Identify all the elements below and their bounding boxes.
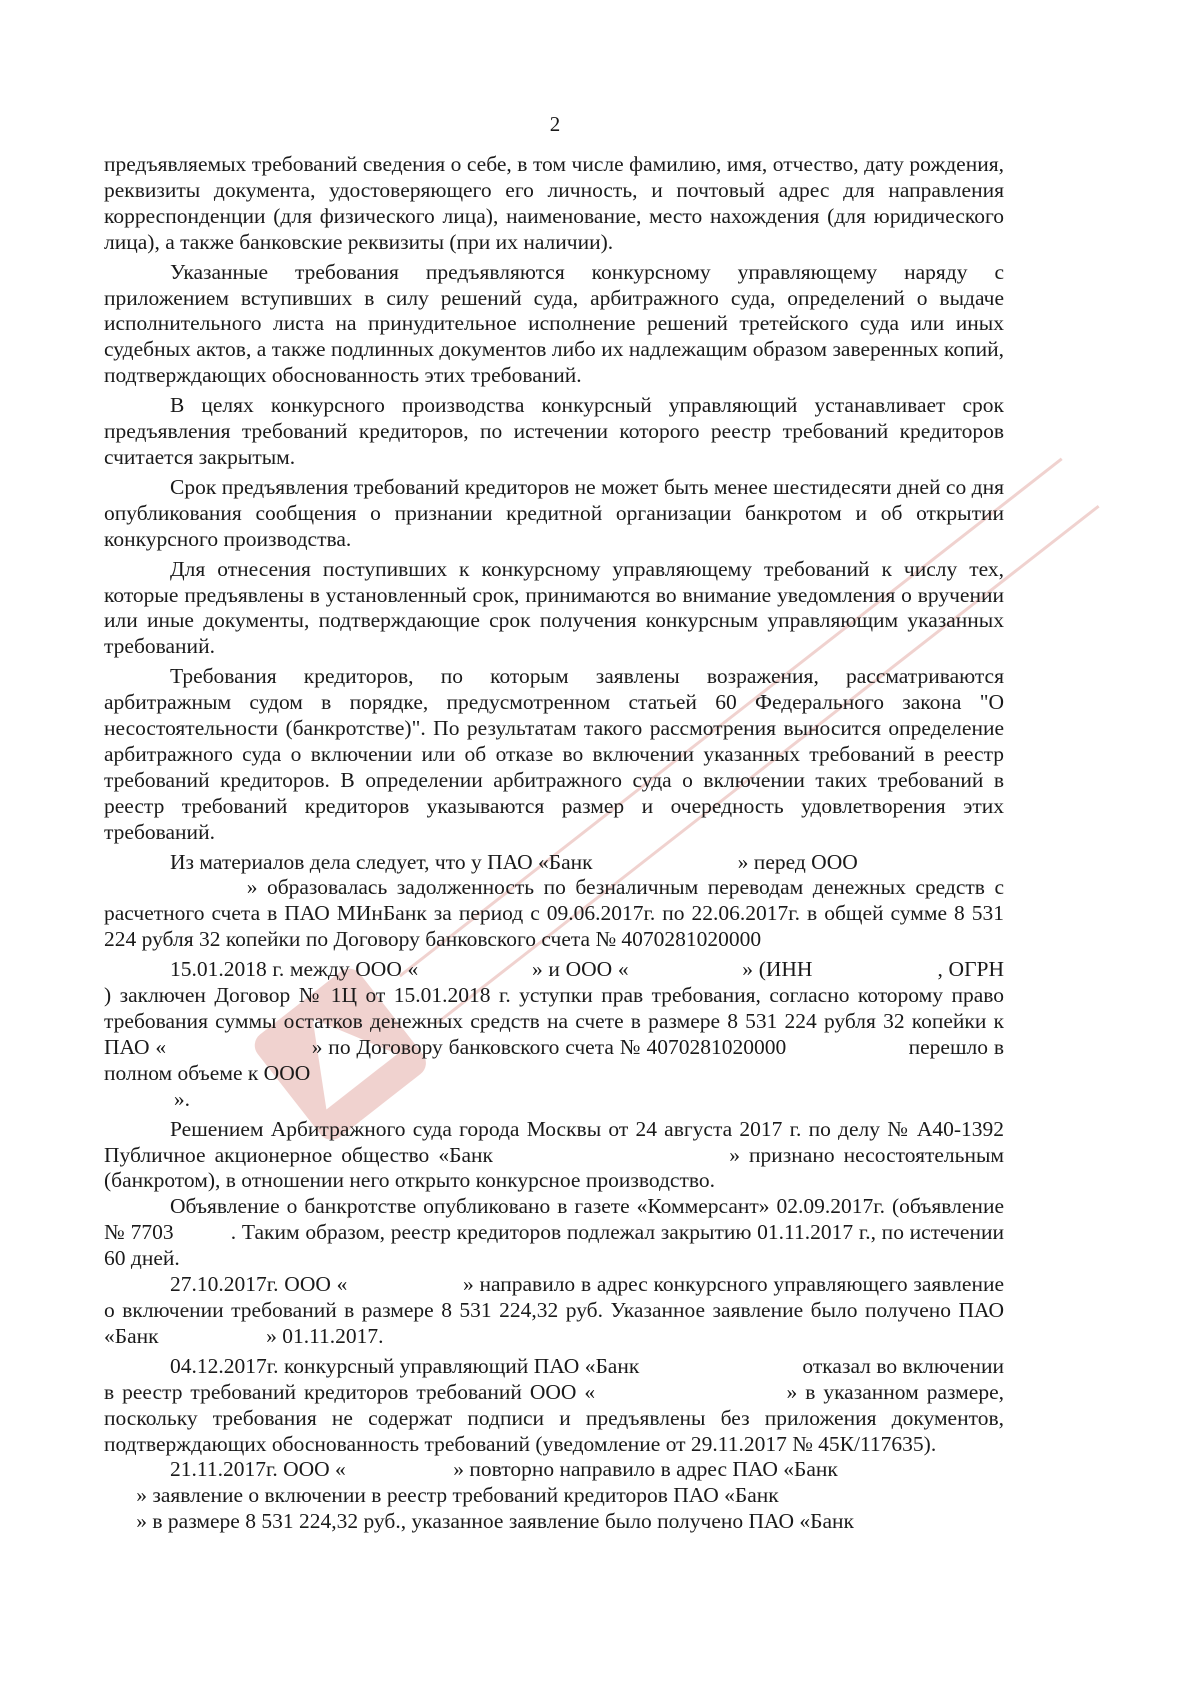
paragraph: Объявление о банкротстве опубликовано в газете «Коммерсант» 02.09.2017г. (объявление № 7703 . Таким образом, реестр кредиторов подлежал закрытию 01.11.2017 г., по истечении 60 дней.	[104, 1194, 1010, 1271]
paragraph: Решением Арбитражного суда города Москвы от 24 августа 2017 г. по делу № А40-1392 Публичное акционерное общество «Банк » признано несостоятельным (банкротом), в отношении него открыто конкурсное производство.	[104, 1116, 1139, 1193]
paragraph: 27.10.2017г. ООО « » направило в адрес конкурсного управляющего заявление о включении требований в размере 8 531 224,32 руб. Указанное заявление было получено ПАО «Банк » 01.11.2017.	[104, 1272, 1010, 1348]
paragraph: ».	[104, 1086, 190, 1111]
paragraph: 04.12.2017г. конкурсный управляющий ПАО «Банк отказал во включении в реестр требований кредиторов требований ООО « » в указанном размере, поскольку требования не содержат подписи и предъявлены без приложения документов, подтверждающих обоснованность требований (уведомление от 29.11.2017 № 45К/117635).	[104, 1353, 1010, 1456]
paragraph: Срок предъявления требований кредиторов не может быть менее шестидесяти дней со дня опубликования сообщения о признании кредитной организации банкротом и об открытии конкурсного производства.	[104, 474, 1004, 551]
paragraph: » в размере 8 531 224,32 руб., указанное заявление было получено ПАО «Банк	[104, 1509, 854, 1534]
paragraph: Для отнесения поступивших к конкурсному управляющему требований к числу тех, которые предъявлены в установленный срок, принимаются во внимание уведомления о вручении или иные документы, подтверждающие срок получения конкурсным управляющим указанных требований.	[104, 556, 1004, 659]
paragraph: Из материалов дела следует, что у ПАО «Банк » перед ООО	[170, 849, 858, 874]
paragraph: » образовалась задолженность по безналичным переводам денежных средств с расчетного счета в ПАО МИнБанк за период с 09.06.2017г. по 22.06.2017г. в общей сумме 8 531 224 рубля 32 копейки по Договору банковского счета № 4070281020000	[104, 875, 1010, 952]
page-number: 2	[549, 112, 561, 136]
paragraph: Указанные требования предъявляются конкурсному управляющему наряду с приложением вступивших в силу решений суда, арбитражного суда, определений о выдаче исполнительного листа на принудительное исполнение решений третейского суда или иных судебных актов, а также подлинных документов либо их надлежащим образом заверенных копий, подтверждающих обоснованность этих требований.	[104, 259, 1004, 388]
paragraph: В целях конкурсного производства конкурсный управляющий устанавливает срок предъявления требований кредиторов, по истечении которого реестр требований кредиторов считается закрытым.	[104, 393, 1004, 469]
paragraph: предъявляемых требований сведения о себе, в том числе фамилию, имя, отчество, дату рождения, реквизиты документа, удостоверяющего его личность, и почтовый адрес для направления корреспонденции (для физического лица), наименование, место нахождения (для юридического лица), а также банковские реквизиты (при их наличии).	[104, 152, 1004, 254]
paragraph: 21.11.2017г. ООО « » повторно направило в адрес ПАО «Банк	[170, 1457, 838, 1482]
document-body	[104, 152, 1139, 1535]
paragraph: » заявление о включении в реестр требований кредиторов ПАО «Банк	[104, 1483, 779, 1508]
paragraph: 15.01.2018 г. между ООО « » и ООО « » (ИНН , ОГРН ) заключен Договор № 1Ц от 15.01.2018 г. уступки прав требования, согласно которому право требования суммы остатков денежных средств на счете в размере 8 531 224 рубля 32 копейки к ПАО « » по Договору банковского счета № 4070281020000 перешло в полном объеме к ООО	[104, 957, 1117, 1085]
paragraph: Требования кредиторов, по которым заявлены возражения, рассматриваются арбитражным судом в порядке, предусмотренном статьей 60 Федерального закона "О несостоятельности (банкротстве)". По результатам такого рассмотрения выносится определение арбитражного суда о включении или об отказе во включении указанных требований в реестр требований кредиторов. В определении арбитражного суда о включении таких требований в реестр требований кредиторов указываются размер и очередность удовлетворения этих требований.	[104, 664, 1004, 844]
